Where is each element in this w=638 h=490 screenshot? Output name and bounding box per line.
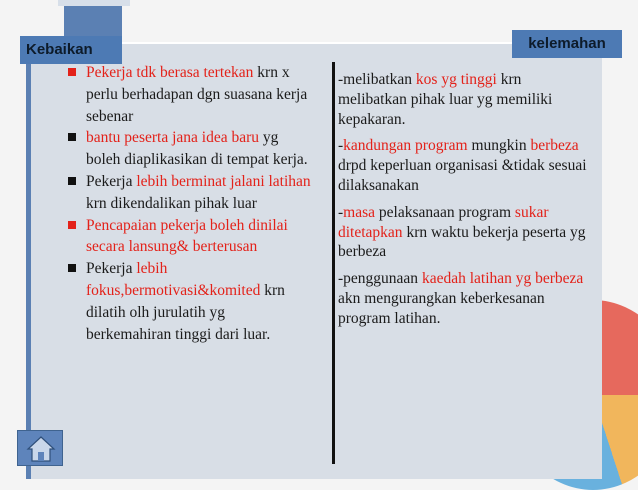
disadvantage-text: -melibatkan bbox=[338, 71, 416, 88]
disadvantage-text: masa bbox=[343, 203, 376, 221]
advantage-text: yg boleh diaplikasikan di tempat kerja. bbox=[86, 129, 308, 169]
advantages-column bbox=[66, 62, 314, 345]
bullet-icon bbox=[68, 264, 76, 272]
disadvantage-text: berbeza bbox=[530, 137, 579, 155]
disadvantage-item bbox=[338, 203, 590, 262]
kelemahan-header: kelemahan bbox=[512, 30, 622, 58]
disadvantage-text: kaedah latihan yg berbeza bbox=[421, 270, 584, 288]
advantage-text: krn dilatih olh jurulatih yg berkemahiran tinggi dari luar. bbox=[86, 281, 285, 343]
advantage-text: Pekerja bbox=[86, 172, 137, 190]
disadvantage-text: pelaksanaan program bbox=[375, 203, 515, 221]
advantage-text: bantu peserta jana idea baru bbox=[86, 129, 259, 147]
advantage-item bbox=[66, 62, 314, 127]
disadvantage-item bbox=[338, 136, 590, 195]
decorative-cross-top bbox=[58, 0, 130, 6]
advantage-text: Pencapaian pekerja boleh dinilai secara lansung& berterusan bbox=[86, 216, 288, 256]
disadvantage-item bbox=[338, 70, 590, 129]
advantage-text: krn dikendalikan pihak luar bbox=[86, 194, 257, 212]
bullet-icon bbox=[68, 221, 76, 229]
disadvantage-text: sukar ditetapkan bbox=[338, 203, 549, 241]
advantage-item bbox=[66, 258, 314, 345]
disadvantage-text: - bbox=[338, 137, 344, 155]
bullet-icon bbox=[68, 133, 76, 141]
advantage-item bbox=[66, 127, 314, 171]
column-divider bbox=[332, 62, 335, 464]
disadvantage-text: kos yg tinggi bbox=[415, 71, 497, 88]
disadvantage-text: -penggunaan bbox=[338, 270, 422, 288]
advantage-item bbox=[66, 215, 314, 259]
disadvantage-text: drpd keperluan organisasi &tidak sesuai dilaksanakan bbox=[338, 157, 587, 194]
advantage-text: Pekerja bbox=[86, 260, 137, 278]
advantage-text: lebih berminat jalani latihan bbox=[136, 172, 311, 190]
home-icon bbox=[26, 435, 56, 463]
advantage-item bbox=[66, 171, 314, 215]
advantage-text: lebih fokus,bermotivasi&komited bbox=[86, 260, 261, 299]
bullet-icon bbox=[68, 68, 76, 76]
bullet-icon bbox=[68, 177, 76, 185]
disadvantage-text: - bbox=[338, 203, 344, 221]
disadvantage-text: mungkin bbox=[467, 137, 531, 155]
disadvantage-text: kandungan program bbox=[343, 137, 468, 155]
kebaikan-header: Kebaikan bbox=[20, 36, 122, 64]
advantage-text: krn x perlu berhadapan dgn suasana kerja sebenar bbox=[86, 64, 308, 125]
advantage-text: Pekerja tdk berasa tertekan bbox=[86, 64, 254, 81]
disadvantage-item bbox=[338, 269, 590, 328]
home-button[interactable] bbox=[17, 430, 63, 466]
disadvantage-text: akn mengurangkan keberkesanan program latihan. bbox=[338, 289, 545, 327]
disadvantage-text: krn waktu bekerja peserta yg berbeza bbox=[338, 223, 586, 261]
advantages-list bbox=[66, 62, 314, 345]
disadvantage-text: krn melibatkan pihak luar yg memiliki kepakaran. bbox=[338, 71, 553, 128]
disadvantages-column bbox=[338, 70, 590, 336]
